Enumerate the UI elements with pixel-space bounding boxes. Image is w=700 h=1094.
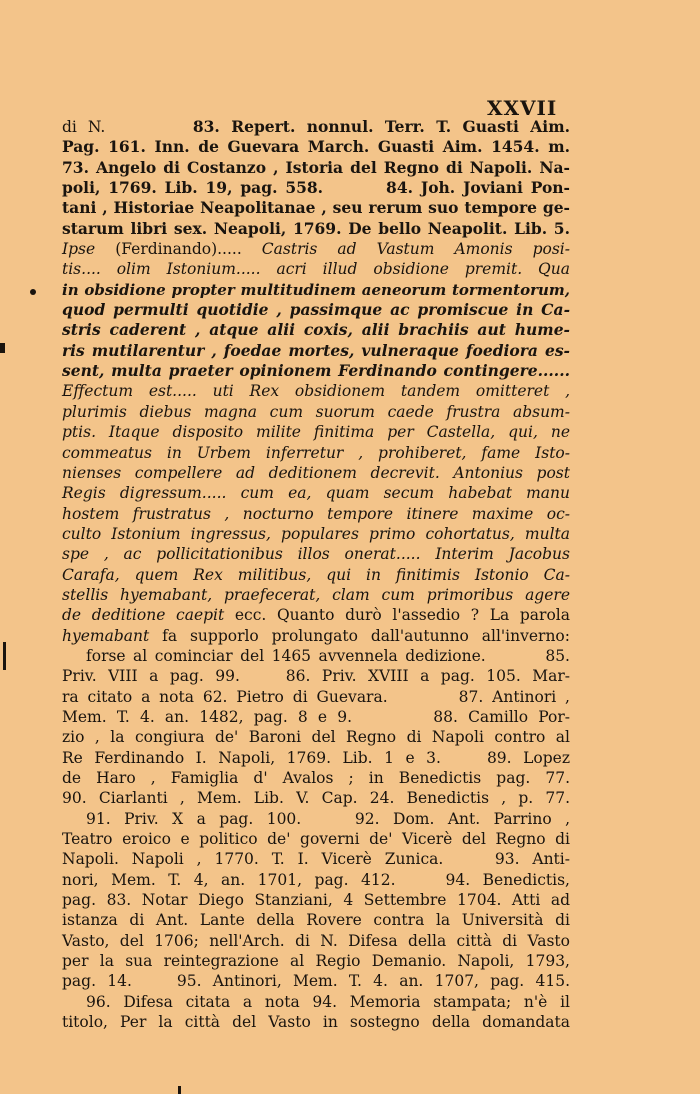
text-segment: starum libri sex. Neapoli, 1769. De bello Neapolit. Lib. 5.: [62, 218, 570, 238]
text-segment: hostem frustratus , nocturno tempore itinere maxime oc-: [62, 504, 570, 523]
text-line: [62, 626, 570, 646]
text-segment: nienses compellere ad deditionem decrevit. Antonius post: [62, 463, 570, 482]
text-segment: Carafa, quem Rex militibus, qui in finitimis Istonio Ca-: [62, 565, 570, 584]
text-line: [62, 219, 570, 239]
text-line: [62, 198, 570, 218]
text-segment: 96. Difesa citata a nota 94. Memoria stampata; n'è il: [86, 992, 570, 1011]
text-line: [62, 565, 570, 585]
text-line: [62, 544, 570, 564]
margin-bullet-mark: [30, 289, 36, 295]
text-line: [62, 890, 570, 910]
text-segment: 90. Ciarlanti , Mem. Lib. V. Cap. 24. Benedictis , p. 77.: [62, 789, 570, 808]
text-line: [62, 687, 570, 707]
text-line: [62, 463, 570, 483]
text-segment: Pag. 161. Inn. de Guevara March. Guasti Aim. 1454. m.: [62, 137, 570, 157]
text-segment: ra citato a nota 62. Pietro di Guevara. 87. Antinori ,: [62, 687, 570, 706]
text-segment: de Haro , Famiglia d' Avalos ; in Benedictis pag. 77.: [62, 769, 570, 787]
text-line: [62, 361, 570, 381]
text-segment: di N.: [62, 118, 193, 136]
text-segment: commeatus in Urbem inferretur , prohiberet, fame Isto-: [62, 443, 570, 462]
text-segment: zio , la congiura de' Baroni del Regno di Napoli contro al: [62, 728, 570, 747]
text-segment: Ipse: [62, 240, 96, 259]
text-line: [62, 158, 570, 178]
text-segment: ptis. Itaque disposito milite finitima per Castella, qui, ne: [62, 423, 570, 442]
margin-edge-mark-bottom: [178, 1086, 181, 1094]
text-line: [62, 524, 570, 544]
text-line: [62, 117, 570, 137]
text-line: [62, 809, 570, 829]
text-segment: 73. Angelo di Costanzo , Istoria del Regno di Napoli. Na-: [62, 157, 570, 177]
body-text: [62, 117, 570, 1032]
text-segment: sent, multa praeter opinionem Ferdinando contingere......: [62, 361, 570, 381]
text-line: [62, 381, 570, 401]
text-segment: 91. Priv. X a pag. 100. 92. Dom. Ant. Parrino ,: [86, 809, 570, 828]
text-line: [62, 992, 570, 1012]
text-line: [62, 341, 570, 361]
text-segment: ecc. Quanto durò l'assedio ? La parola: [224, 606, 570, 625]
margin-edge-mark-left-1: [0, 343, 5, 353]
text-line: [62, 829, 570, 849]
text-segment: de deditione caepit: [62, 606, 225, 625]
text-line: [62, 605, 570, 625]
text-line: [62, 320, 570, 340]
text-segment: pag. 14. 95. Antinori, Mem. T. 4. an. 1707, pag. 415.: [62, 972, 570, 991]
text-segment: in obsidione propter multitudinem aeneorum tormentorum,: [62, 280, 570, 299]
margin-edge-mark-left-2: [3, 642, 6, 670]
text-segment: poli, 1769. Lib. 19, pag. 558. 84. Joh. Joviani Pon-: [62, 178, 570, 198]
text-line: [62, 931, 570, 951]
text-line: [62, 259, 570, 279]
text-segment: ris mutilarentur , foedae mortes, vulneraque foediora es-: [62, 340, 570, 360]
text-line: [62, 666, 570, 686]
text-segment: Vasto, del 1706; nell'Arch. di N. Difesa della città di Vasto: [62, 931, 570, 950]
text-line: [62, 300, 570, 320]
text-line: [62, 178, 570, 198]
text-segment: Teatro eroico e politico de' governi de' Vicerè del Regno di: [62, 830, 570, 849]
text-line: [62, 748, 570, 768]
text-line: [62, 910, 570, 930]
text-line: [62, 951, 570, 971]
text-segment: Re Ferdinando I. Napoli, 1769. Lib. 1 e 3. 89. Lopez: [62, 748, 570, 767]
text-segment: Priv. VIII a pag. 99. 86. Priv. XVIII a pag. 105. Mar-: [62, 667, 570, 686]
text-line: [62, 402, 570, 422]
text-line: [62, 646, 570, 666]
text-line: [62, 1012, 570, 1032]
text-segment: fa supporlo prolungato dall'autunno all'inverno:: [149, 626, 570, 645]
text-segment: tis.... olim Istonium..... acri illud obsidione premit. Qua: [62, 260, 570, 279]
text-segment: stris caderent , atque alii coxis, alii brachiis aut hume-: [62, 320, 570, 340]
text-line: [62, 788, 570, 808]
text-segment: nori, Mem. T. 4, an. 1701, pag. 412. 94. Benedictis,: [62, 870, 570, 889]
text-segment: pag. 83. Notar Diego Stanziani, 4 Settembre 1704. Atti ad: [62, 891, 570, 910]
text-segment: tani , Historiae Neapolitanae , seu rerum suo tempore ge-: [62, 198, 570, 218]
text-segment: per la sua reintegrazione al Regio Demanio. Napoli, 1793,: [62, 952, 570, 971]
text-segment: stellis hyemabant, praefecerat, clam cum primoribus agere: [62, 585, 570, 604]
text-segment: Regis digressum..... cum ea, quam secum habebat manu: [62, 484, 570, 503]
text-segment: 83. Repert. nonnul. Terr. T. Guasti Aim.: [192, 117, 570, 136]
text-line: [62, 137, 570, 157]
text-line: [62, 443, 570, 463]
text-segment: Effectum est..... uti Rex obsidionem tandem omitteret ,: [62, 382, 570, 401]
text-segment: culto Istonium ingressus, populares primo cohortatus, multa: [62, 524, 570, 543]
text-line: [62, 768, 570, 788]
text-segment: hyemabant: [62, 626, 150, 645]
text-segment: (Ferdinando).....: [95, 240, 262, 259]
text-segment: quod permulti quotidie , passimque ac promiscue in Ca-: [62, 300, 570, 320]
text-line: [62, 483, 570, 503]
text-segment: istanza di Ant. Lante della Rovere contra la Università di: [62, 911, 570, 930]
text-line: [62, 870, 570, 890]
text-line: [62, 971, 570, 991]
text-line: [62, 849, 570, 869]
text-segment: Castris ad Vastum Amonis posi-: [261, 240, 570, 259]
text-line: [62, 707, 570, 727]
text-segment: titolo, Per la città del Vasto in sostegno della domandata: [62, 1013, 570, 1032]
text-segment: plurimis diebus magna cum suorum caede frustra absum-: [62, 402, 570, 421]
text-line: [62, 280, 570, 300]
text-line: [62, 585, 570, 605]
text-segment: Mem. T. 4. an. 1482, pag. 8 e 9. 88. Camillo Por-: [62, 707, 570, 726]
page-number: XXVII: [487, 96, 558, 120]
text-line: [62, 422, 570, 442]
text-segment: forse al cominciar del 1465 avvennela dedizione. 85.: [86, 646, 570, 665]
text-line: [62, 239, 570, 259]
text-segment: Napoli. Napoli , 1770. T. I. Vicerè Zunica. 93. Anti-: [62, 850, 570, 869]
text-segment: spe , ac pollicitationibus illos onerat..... Interim Jacobus: [62, 545, 570, 564]
text-line: [62, 504, 570, 524]
text-line: [62, 727, 570, 747]
